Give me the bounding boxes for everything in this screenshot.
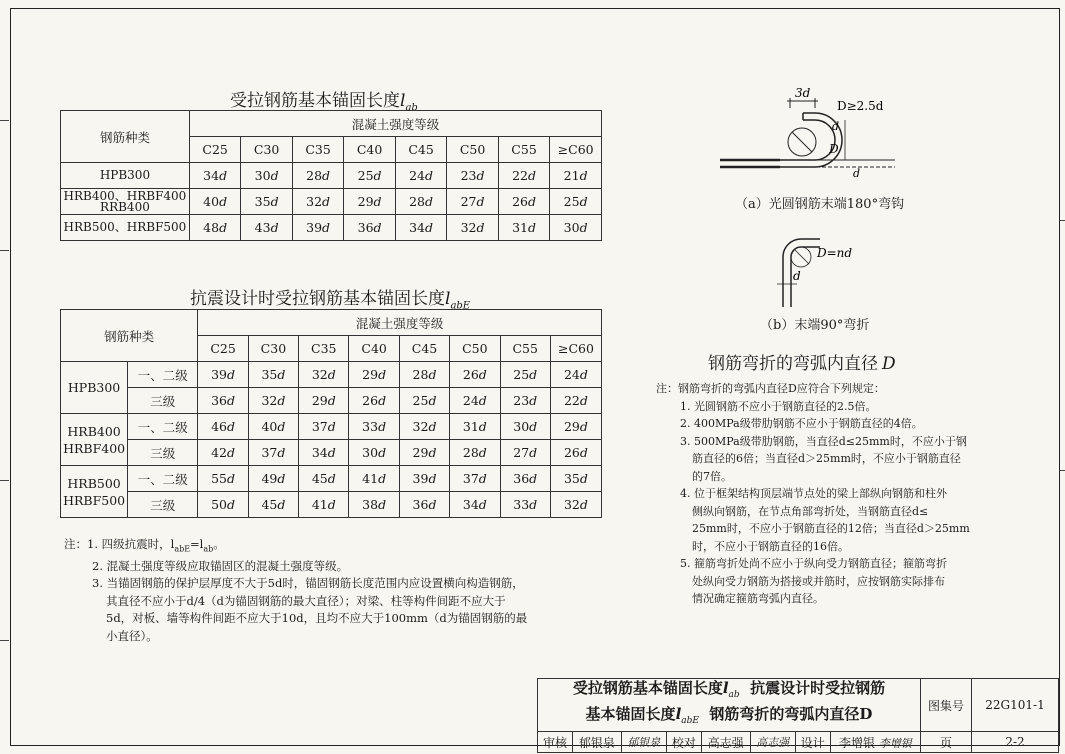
review-signature: 郁银泉: [621, 732, 666, 753]
value-cell: 26d: [550, 440, 601, 466]
value-cell: 34d: [299, 440, 349, 466]
value-cell: 35d: [241, 189, 292, 215]
margin-tick: [1060, 470, 1065, 471]
value-cell: 30d: [550, 215, 602, 241]
seismic-level-cell: 三级: [128, 388, 198, 414]
value-cell: 25d: [500, 362, 550, 388]
value-cell: 29d: [349, 362, 399, 388]
grade-header: C55: [500, 336, 550, 362]
table-row: [61, 189, 602, 215]
value-cell: 31d: [498, 215, 549, 241]
value-cell: 29d: [399, 440, 449, 466]
seismic-level-cell: 一、二级: [128, 466, 198, 492]
grade-header: ≥C60: [550, 137, 602, 163]
value-cell: 39d: [399, 466, 449, 492]
value-cell: 32d: [550, 492, 601, 518]
corner-cell: 钢筋种类: [61, 111, 190, 163]
value-cell: 28d: [399, 362, 449, 388]
d-side-label-b: d: [793, 269, 801, 283]
check-name: 高志强: [701, 732, 750, 753]
grade-header: C25: [189, 137, 240, 163]
value-cell: 40d: [189, 189, 240, 215]
table-row: [61, 362, 602, 388]
atlas-label: 图集号: [921, 679, 972, 732]
grade-header: C25: [198, 336, 248, 362]
value-cell: 30d: [500, 414, 550, 440]
grade-header: C45: [399, 336, 449, 362]
grade-header: C35: [299, 336, 349, 362]
value-cell: 23d: [500, 388, 550, 414]
left-notes: 注：1. 四级抗震时，$l_{abE}=l_{ab}$。 2. 混凝土强度等级应取锚固区的混凝土强度等级。 3. 当锚固钢筋的保护层厚度不大于5d时，锚固钢筋长度范围内应设置横向构造钢筋， 其直径不应小于d/4（d为锚固钢筋的最大直径）；对梁、柱等构件间距不应大于 5d，对板、墙等构件间距不应大于10d，且均不应大于100mm（d为锚固钢筋的最 小直径）。: [64, 537, 528, 643]
seismic-level-cell: 一、二级: [128, 362, 198, 388]
value-cell: 34d: [189, 163, 240, 189]
d-side-label: d: [832, 120, 840, 133]
caption-b: （b）末端90°弯折: [760, 318, 870, 333]
value-cell: 25d: [344, 163, 395, 189]
title-block-main: 受拉钢筋基本锚固长度$l_{ab}$ 抗震设计时受拉钢筋 基本锚固长度$l_{abE}$ 钢筋弯折的弯弧内直径D: [538, 679, 921, 732]
value-cell: 55d: [198, 466, 248, 492]
page-label: 页: [921, 732, 972, 753]
value-cell: 28d: [395, 189, 446, 215]
grade-header: ≥C60: [550, 336, 601, 362]
seismic-level-cell: 三级: [128, 440, 198, 466]
steel-type-cell: HPB300: [61, 163, 190, 189]
value-cell: 37d: [248, 440, 298, 466]
table-row: [61, 414, 602, 440]
value-cell: 22d: [550, 388, 601, 414]
title-block: [537, 678, 1059, 753]
grade-header: C50: [450, 336, 500, 362]
grade-header: C45: [395, 137, 446, 163]
value-cell: 28d: [450, 440, 500, 466]
value-cell: 31d: [450, 414, 500, 440]
value-cell: 35d: [550, 466, 601, 492]
value-cell: 35d: [248, 362, 298, 388]
value-cell: 34d: [395, 215, 446, 241]
steel-type-cell: HPB300: [61, 362, 128, 414]
value-cell: 37d: [450, 466, 500, 492]
corner-cell: 钢筋种类: [61, 310, 198, 362]
review-label: 审核: [538, 732, 573, 753]
bend-90-diagram: [765, 222, 885, 312]
grade-header: C40: [344, 137, 395, 163]
value-cell: 40d: [248, 414, 298, 440]
margin-tick: [0, 480, 9, 481]
page-number: 2-2: [972, 732, 1059, 753]
value-cell: 30d: [241, 163, 292, 189]
group-header: 混凝土强度等级: [198, 310, 602, 336]
value-cell: 21d: [550, 163, 602, 189]
margin-tick: [1060, 220, 1065, 221]
value-cell: 41d: [349, 466, 399, 492]
grade-header: C55: [498, 137, 549, 163]
check-signature: 高志强: [750, 732, 795, 753]
value-cell: 38d: [349, 492, 399, 518]
value-cell: 36d: [344, 215, 395, 241]
d-big-label: D: [829, 142, 839, 156]
value-cell: 41d: [299, 492, 349, 518]
value-cell: 50d: [198, 492, 248, 518]
margin-tick: [0, 120, 9, 121]
value-cell: 39d: [292, 215, 343, 241]
value-cell: 24d: [550, 362, 601, 388]
table-row: [61, 440, 602, 466]
grade-header: C40: [349, 336, 399, 362]
value-cell: 32d: [248, 388, 298, 414]
bend-diameter-title: 钢筋弯折的弯弧内直径 D: [708, 354, 896, 374]
value-cell: 43d: [241, 215, 292, 241]
steel-type-cell: HRB400、HRBF400 RRB400: [61, 189, 190, 215]
value-cell: 36d: [399, 492, 449, 518]
grade-header: C50: [447, 137, 498, 163]
value-cell: 30d: [349, 440, 399, 466]
grade-header: C30: [248, 336, 298, 362]
value-cell: 26d: [450, 362, 500, 388]
table-row: [61, 215, 602, 241]
group-header: 混凝土强度等级: [189, 111, 601, 137]
value-cell: 27d: [447, 189, 498, 215]
value-cell: 27d: [500, 440, 550, 466]
value-cell: 25d: [550, 189, 602, 215]
value-cell: 29d: [299, 388, 349, 414]
caption-a: （a）光圆钢筋末端180°弯钩: [735, 197, 905, 212]
value-cell: 32d: [299, 362, 349, 388]
value-cell: 28d: [292, 163, 343, 189]
margin-tick: [0, 640, 9, 641]
table2-title: 抗震设计时受拉钢筋基本锚固长度$l_{abE}$: [190, 289, 471, 312]
check-label: 校对: [666, 732, 701, 753]
table-row: [61, 163, 602, 189]
value-cell: 29d: [550, 414, 601, 440]
value-cell: 25d: [399, 388, 449, 414]
design-label: 设计: [795, 732, 830, 753]
table-row: [61, 388, 602, 414]
value-cell: 24d: [450, 388, 500, 414]
table-row: [61, 492, 602, 518]
anchorage-length-table: [60, 110, 602, 241]
value-cell: 24d: [395, 163, 446, 189]
steel-type-cell: HRB500、HRBF500: [61, 215, 190, 241]
design-name-and-signature: 李增银 李增银: [830, 732, 920, 753]
value-cell: 23d: [447, 163, 498, 189]
atlas-number: 22G101-1: [972, 679, 1059, 732]
value-cell: 49d: [248, 466, 298, 492]
value-cell: 29d: [344, 189, 395, 215]
seismic-level-cell: 一、二级: [128, 414, 198, 440]
steel-type-cell: HRB400 HRBF400: [61, 414, 128, 466]
value-cell: 34d: [450, 492, 500, 518]
grade-header: C30: [241, 137, 292, 163]
value-cell: 48d: [189, 215, 240, 241]
value-cell: 36d: [500, 466, 550, 492]
value-cell: 22d: [498, 163, 549, 189]
value-cell: 33d: [349, 414, 399, 440]
dim-3d: 3d: [795, 86, 811, 100]
value-cell: 26d: [349, 388, 399, 414]
value-cell: 33d: [500, 492, 550, 518]
grade-header: C35: [292, 137, 343, 163]
table-row: [61, 466, 602, 492]
seismic-anchorage-length-table: [60, 309, 602, 518]
hook-180-diagram: [715, 80, 915, 190]
d-nd-label: D=nd: [817, 246, 853, 260]
value-cell: 37d: [299, 414, 349, 440]
value-cell: 45d: [299, 466, 349, 492]
value-cell: 36d: [198, 388, 248, 414]
value-cell: 32d: [447, 215, 498, 241]
value-cell: 32d: [399, 414, 449, 440]
value-cell: 39d: [198, 362, 248, 388]
value-cell: 26d: [498, 189, 549, 215]
steel-type-cell: HRB500 HRBF500: [61, 466, 128, 518]
right-notes: 注：钢筋弯折的弯弧内直径D应符合下列规定： 1. 光圆钢筋不应小于钢筋直径的2.5倍。 2. 400MPa级带肋钢筋不应小于钢筋直径的4倍。 3. 500MPa级带肋钢筋，当直径d≤25mm时，不应小于钢 筋直径的6倍；当直径d＞25mm时，不应小于钢筋直径 的7倍。 4. 位于框架结构顶层端节点处的梁上部纵向钢筋和柱外 侧纵向钢筋，在节点角部弯折处，当钢筋直径d≤ 25mm时，不应小于钢筋直径的12倍；当直径d＞25mm 时，不应小于钢筋直径的16倍。 5. 箍筋弯折处尚不应小于纵向受力钢筋直径；箍筋弯折 处纵向受力钢筋为搭接或并筋时，应按钢筋实际排布 情况确定箍筋弯弧内直径。: [656, 382, 970, 605]
margin-tick: [0, 250, 9, 251]
d-min-label: D≥2.5d: [837, 99, 884, 113]
value-cell: 46d: [198, 414, 248, 440]
table1-title: 受拉钢筋基本锚固长度$l_{ab}$: [230, 91, 418, 114]
d-small-label: d: [853, 167, 861, 180]
seismic-level-cell: 三级: [128, 492, 198, 518]
value-cell: 45d: [248, 492, 298, 518]
review-name: 郁银泉: [573, 732, 622, 753]
value-cell: 32d: [292, 189, 343, 215]
value-cell: 42d: [198, 440, 248, 466]
